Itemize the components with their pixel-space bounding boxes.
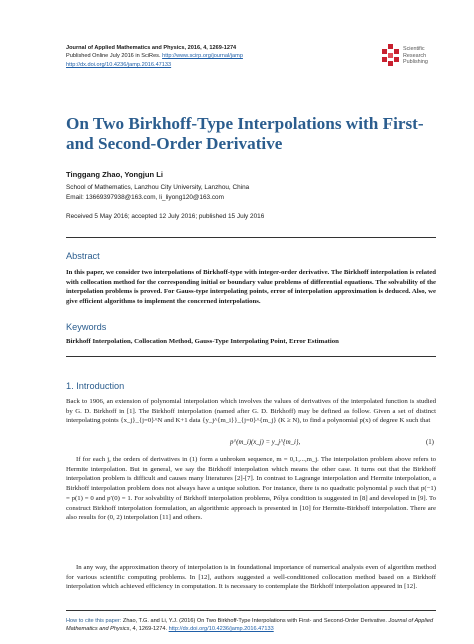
- email: Email: 13669397938@163.com, li_liyong120@163.com: [66, 194, 224, 201]
- published-online: Published Online July 2016 in SciRes.: [66, 53, 163, 60]
- abstract-text: In this paper, we consider two interpolations of Birkhoff-type with integer-order derivative. The Birkhoff interpolation is related with collocation method for the corresponding initial or boundary value problems of differential equations. The solvability of the interpolation problems is proved. For Gauss-type interpolating points, error of interpolation approximation is deduced. Also, we give efficient algorithms to implement the concerned interpolations.: [66, 269, 436, 305]
- equation-number: (1): [426, 439, 434, 446]
- doi-link[interactable]: http://dx.doi.org/10.4236/jamp.2016.47133: [66, 61, 172, 68]
- journal-header: [66, 44, 243, 69]
- keywords-text: Birkhoff Interpolation, Collocation Method, Gauss-Type Interpolating Point, Error Estimation: [66, 338, 339, 345]
- equation-1: p^(m_i)(x_j) = y_j^{m_i},: [230, 439, 301, 446]
- abstract-heading: Abstract: [66, 251, 100, 261]
- authors: Tinggang Zhao, Yongjun Li: [66, 170, 164, 179]
- intro-paragraph-1: [66, 397, 436, 426]
- logo-text-3: Publishing: [403, 59, 428, 66]
- intro-p1: Back to 1906, an extension of polynomial interpolation which involves the values of derivatives of the interpolated function is studied by G. D. Birkhoff in [1]. The Birkhoff interpolation (named after G. D. Birkhoff) may be defined as follow. Given a set of distinct interpolating points {x_j}_{j=0}^N and K+1 data {y_j^{m_i}}_{j=0}^{m_j} (K ≥ N), to find a polynomial p(x) of degree K such that: [66, 398, 436, 425]
- paper-title: On Two Birkhoff-Type Interpolations with First- and Second-Order Derivative: [66, 114, 424, 153]
- intro-p2: If for each j, the orders of derivatives in (1) form a unbroken sequence, m = 0,1,...,m_j. The interpolation problem above refers to Hermite interpolation. But in general, we say the Birkhoff interpolation which means the other case. It turns out that the Birkhoff interpolation problem is difficult and causes many literatures [2]-[7]. In contrast to Lagrange interpolation and Hermite interpolation, a Birkhoff interpolation problem does not always have a unique solution. For instance, there is no quadratic polynomial p such that p(−1) = p(1) = 0 and p′(0) = 1. For solvability of Birkhoff interpolation problems, Pólya condition is suggested in [8] and developed in [9]. To construct Birkhoff interpolation formulation, an algorithmic approach is presented in [10] for Hermite-Birkhoff interpolation. There are also results for (0, 2) interpolation [11] and others.: [66, 456, 436, 522]
- keywords-heading: Keywords: [66, 322, 107, 332]
- citation-block: [66, 617, 436, 634]
- journal-link[interactable]: http://www.scirp.org/journal/jamp: [162, 53, 243, 60]
- intro-p3: In any way, the approximation theory of interpolation is in foundational importance of numerical analysis even of algorithm method for various scientific computing problems. In [12], authors suggested a well-conditioned collocation method based on a Birkhoff interpolation which achieved efficiency in computation. It is necessary to contemplate the Birkhoff interpolation appeared in [12].: [66, 564, 436, 591]
- intro-paragraph-3: [66, 563, 436, 592]
- affiliation: School of Mathematics, Lanzhou City University, Lanzhou, China: [66, 184, 250, 191]
- citation-journal: Journal of Applied Mathematics and Physics: [66, 618, 434, 633]
- scirp-logo-icon: [381, 44, 401, 66]
- logo-text-1: Scientific: [403, 46, 425, 52]
- received-dates: Received 5 May 2016; accepted 12 July 2016; published 15 July 2016: [66, 213, 265, 220]
- affiliation-block: [66, 183, 249, 203]
- citation-text: Zhao, T.G. and Li, Y.J. (2016) On Two Birkhoff-Type Interpolations with First- and Second-Order Derivative.: [121, 618, 389, 624]
- citation-rule: [66, 610, 436, 611]
- keywords-rule: [66, 356, 436, 357]
- citation-doi-link[interactable]: http://dx.doi.org/10.4236/jamp.2016.47133: [168, 626, 274, 633]
- publisher-logo: [381, 44, 441, 76]
- journal-line: Journal of Applied Mathematics and Physics, 2016, 4, 1269-1274: [66, 45, 237, 51]
- intro-paragraph-2: [66, 455, 436, 523]
- introduction-heading: 1. Introduction: [66, 381, 125, 391]
- citation-label: How to cite this paper:: [66, 618, 122, 624]
- citation-rest: , 4, 1269-1274.: [129, 626, 169, 633]
- logo-text-2: Research: [403, 52, 427, 59]
- abstract-rule: [66, 237, 436, 238]
